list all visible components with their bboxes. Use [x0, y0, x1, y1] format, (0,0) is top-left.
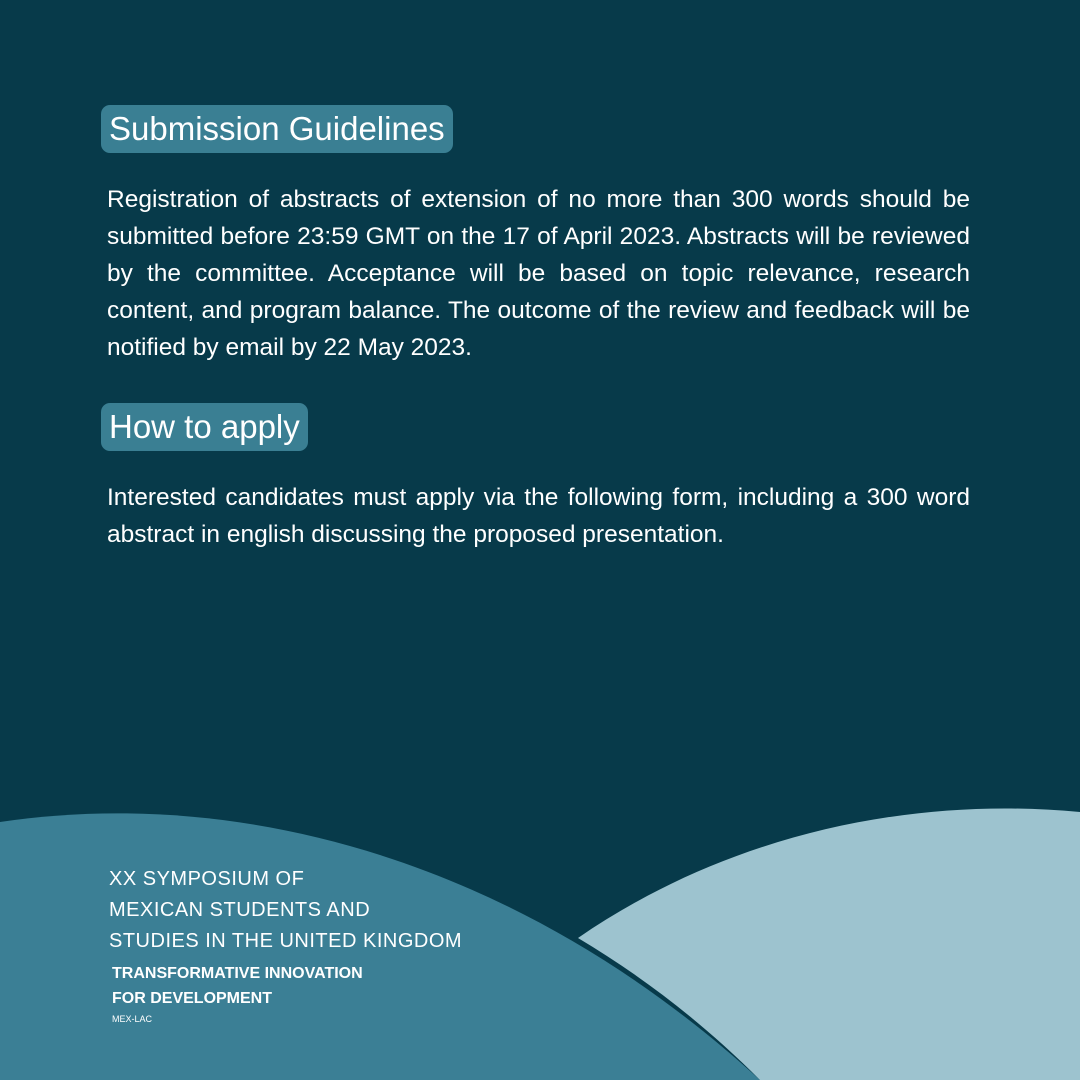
how-to-apply-heading: How to apply — [101, 403, 308, 451]
symposium-title-line-3: STUDIES IN THE UNITED KINGDOM — [109, 930, 463, 952]
symposium-theme — [109, 961, 529, 1011]
symposium-title-line-1: XX SYMPOSIUM OF — [109, 868, 305, 890]
theme-line-1: TRANSFORMATIVE INNOVATION — [112, 965, 363, 982]
submission-guidelines-body: Registration of abstracts of extension of no more than 300 words should be submitted before 23:59 GMT on the 17 of April 2023. Abstracts will be reviewed by the committee. Acceptance will be based on topic relevance, research content, and program balance. The outcome of the review and feedback will be notified by email by 22 May 2023. — [107, 186, 970, 361]
submission-guidelines-heading: Submission Guidelines — [101, 105, 453, 153]
organization-tag: MEX-LAC — [112, 1014, 153, 1024]
symposium-branding — [109, 864, 529, 1025]
how-to-apply-text: Interested candidates must apply via the following form, including a 300 word abstract in english discussing the proposed presentation. — [107, 484, 970, 548]
symposium-title-line-2: MEXICAN STUDENTS AND — [109, 899, 371, 921]
theme-line-2: FOR DEVELOPMENT — [112, 990, 273, 1007]
submission-guidelines-text — [107, 181, 970, 366]
